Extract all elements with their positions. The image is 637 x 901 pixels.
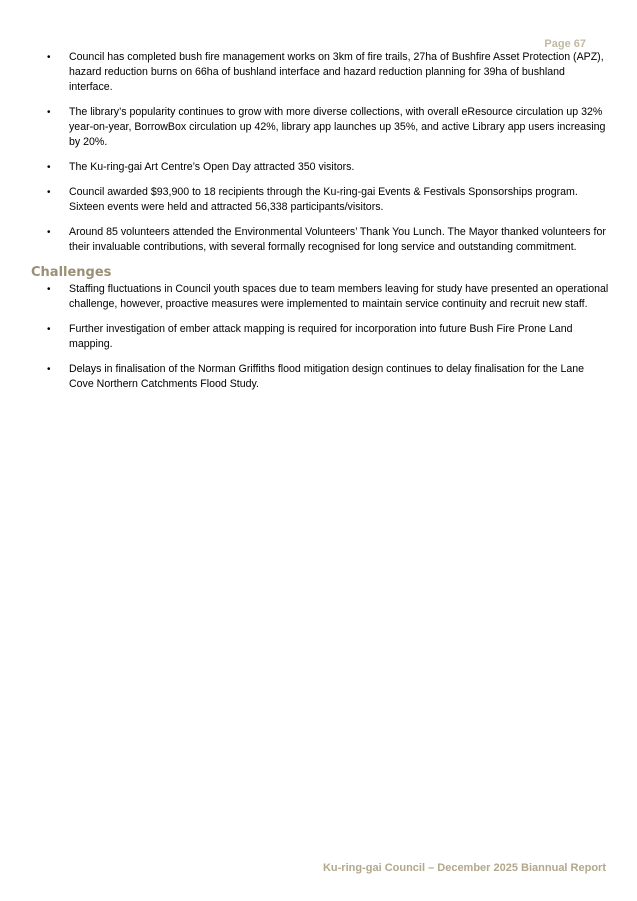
list-item-text: Council awarded $93,900 to 18 recipients through the Ku-ring-gai Events & Festivals Sponsorships program. Sixteen events were held and attracted 56,338 participants/visitors. [69, 186, 578, 213]
bullet-icon: • [47, 284, 51, 295]
list-item [31, 185, 611, 215]
list-item-text: Around 85 volunteers attended the Environmental Volunteers’ Thank You Lunch. The Mayor thanked volunteers for their invaluable contributions, with several formally recognised for long service and outstanding commitment. [69, 226, 606, 253]
list-item [31, 225, 611, 255]
page-number: Page 67 [544, 38, 586, 50]
section-heading-challenges: Challenges [31, 265, 112, 280]
footer-report-title: Ku-ring-gai Council – December 2025 Biannual Report [322, 862, 606, 874]
list-item [31, 105, 611, 150]
bullet-icon: • [47, 162, 51, 173]
list-item-text: Council has completed bush fire management works on 3km of fire trails, 27ha of Bushfire Asset Protection (APZ), hazard reduction burns on 66ha of bushland interface and hazard reduction planning for 39ha of bushland interface. [69, 51, 604, 93]
list-item-text: The library’s popularity continues to grow with more diverse collections, with overall eResource circulation up 32% year-on-year, BorrowBox circulation up 42%, library app launches up 35%, and active Library app users increasing by 20%. [69, 106, 606, 148]
list-item-text: Delays in finalisation of the Norman Griffiths flood mitigation design continues to delay finalisation for the Lane Cove Northern Catchments Flood Study. [69, 363, 585, 390]
bullet-icon: • [47, 52, 51, 63]
challenges-list [31, 282, 611, 392]
achievements-list [31, 50, 611, 255]
list-item [31, 362, 611, 392]
bullet-icon: • [47, 227, 51, 238]
bullet-icon: • [47, 187, 51, 198]
page-content [31, 50, 611, 402]
list-item-text: Staffing fluctuations in Council youth spaces due to team members leaving for study have presented an operational challenge, however, proactive measures were implemented to maintain service continuity and recruit new staff. [69, 283, 609, 310]
bullet-icon: • [47, 324, 51, 335]
list-item [31, 282, 611, 312]
bullet-icon: • [47, 364, 51, 375]
list-item [31, 160, 611, 175]
list-item [31, 50, 611, 95]
list-item [31, 322, 611, 352]
bullet-icon: • [47, 107, 51, 118]
list-item-text: The Ku-ring-gai Art Centre’s Open Day attracted 350 visitors. [69, 161, 355, 173]
list-item-text: Further investigation of ember attack mapping is required for incorporation into future Bush Fire Prone Land mapping. [69, 323, 573, 350]
